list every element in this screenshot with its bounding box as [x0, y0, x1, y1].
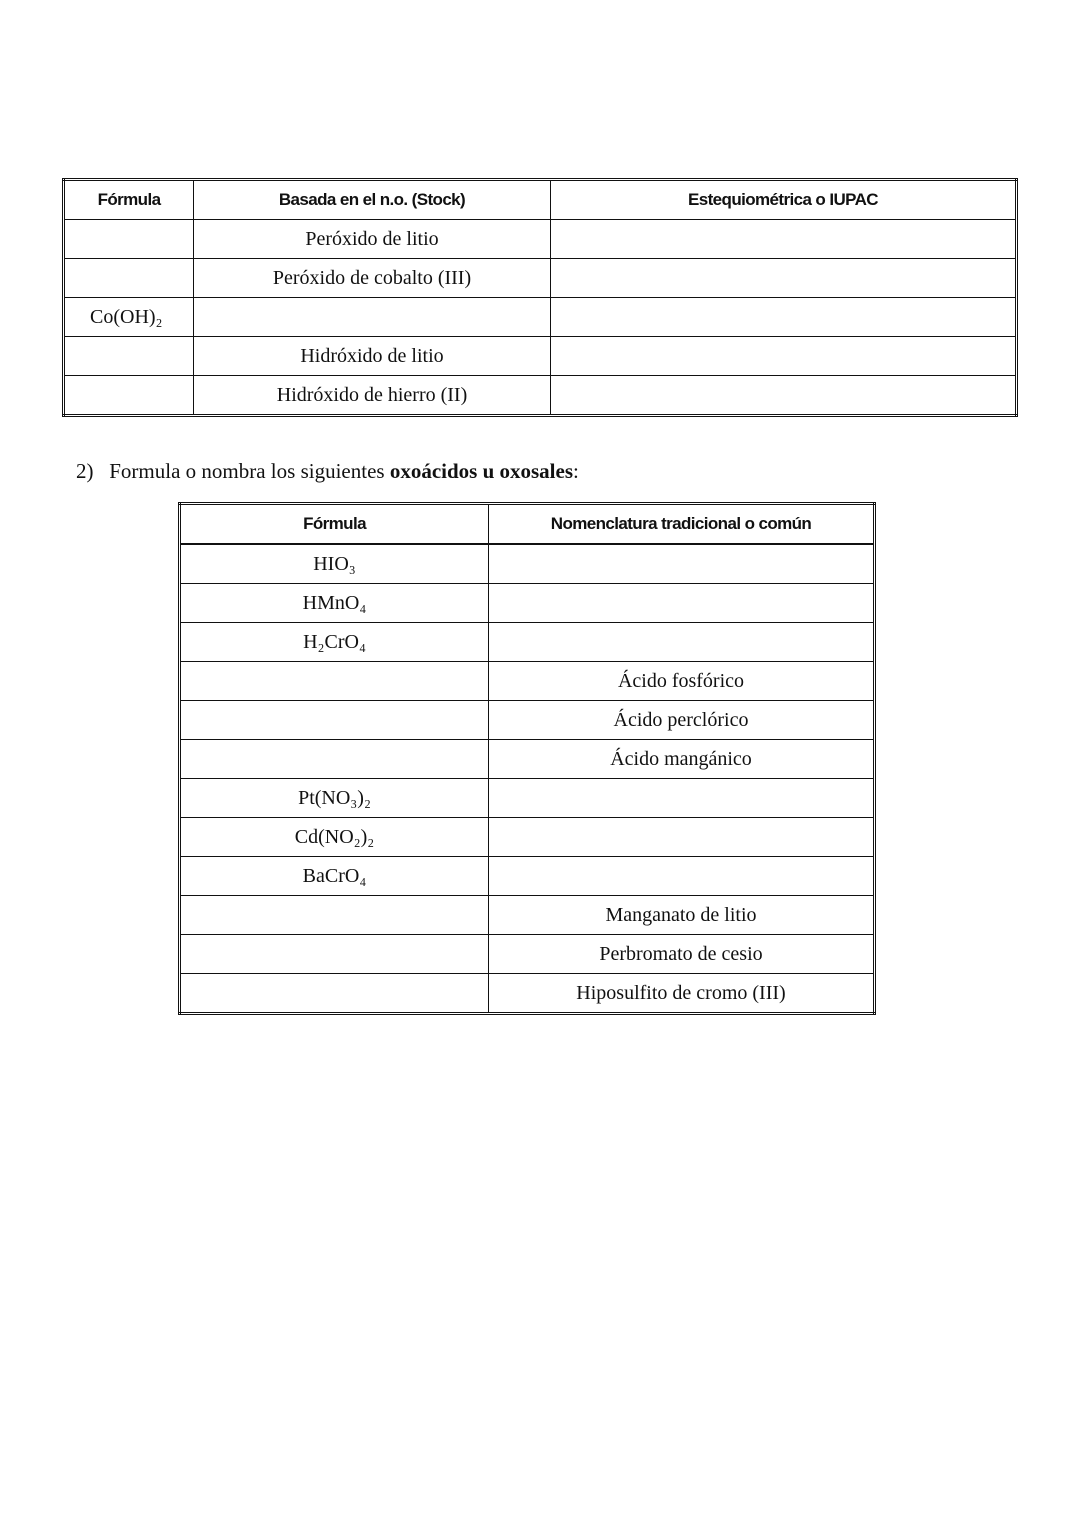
name-cell[interactable] — [489, 779, 875, 818]
table-row — [180, 935, 875, 974]
table-row — [64, 259, 1017, 298]
table-header-row — [64, 180, 1017, 220]
stock-cell[interactable]: Hidróxido de hierro (II) — [194, 376, 551, 416]
header-stock: Basada en el n.o. (Stock) — [194, 180, 551, 220]
formula-cell[interactable]: HMnO₄ — [180, 584, 489, 623]
table-row — [180, 896, 875, 935]
table-row — [180, 740, 875, 779]
formula-cell[interactable]: Pt(NO₃)₂ — [180, 779, 489, 818]
iupac-cell[interactable] — [551, 376, 1017, 416]
formula-cell[interactable]: Co(OH)₂ — [64, 298, 194, 337]
iupac-cell[interactable] — [551, 220, 1017, 259]
iupac-cell[interactable] — [551, 337, 1017, 376]
table-row — [64, 337, 1017, 376]
table-row — [180, 623, 875, 662]
formula-cell[interactable] — [180, 974, 489, 1014]
formula-cell[interactable]: Cd(NO₂)₂ — [180, 818, 489, 857]
table-row — [64, 376, 1017, 416]
header-traditional-name: Nomenclatura tradicional o común — [489, 504, 875, 545]
formula-cell[interactable]: H₂CrO₄ — [180, 623, 489, 662]
name-cell[interactable]: Ácido mangánico — [489, 740, 875, 779]
iupac-cell[interactable] — [551, 259, 1017, 298]
stock-cell[interactable] — [194, 298, 551, 337]
name-cell[interactable]: Perbromato de cesio — [489, 935, 875, 974]
section-text: Formula o nombra los siguientes — [109, 459, 385, 483]
formula-cell[interactable] — [180, 662, 489, 701]
table-row — [64, 298, 1017, 337]
table-row — [180, 584, 875, 623]
formula-cell[interactable] — [180, 935, 489, 974]
name-cell[interactable]: Hiposulfito de cromo (III) — [489, 974, 875, 1014]
name-cell[interactable] — [489, 544, 875, 584]
oxides-hydroxides-table — [62, 178, 1018, 417]
stock-cell[interactable]: Peróxido de litio — [194, 220, 551, 259]
table-row — [180, 662, 875, 701]
section-number: 2) — [76, 459, 94, 483]
stock-cell[interactable]: Hidróxido de litio — [194, 337, 551, 376]
table-row — [180, 974, 875, 1014]
table-header-row — [180, 504, 875, 545]
section-2-title — [76, 459, 579, 484]
name-cell[interactable] — [489, 584, 875, 623]
section-text-end: : — [573, 459, 579, 483]
name-cell[interactable] — [489, 818, 875, 857]
formula-cell[interactable] — [64, 220, 194, 259]
iupac-cell[interactable] — [551, 298, 1017, 337]
table-row — [180, 857, 875, 896]
header-formula: Fórmula — [64, 180, 194, 220]
formula-cell[interactable] — [64, 376, 194, 416]
table-row — [180, 544, 875, 584]
table-row — [180, 701, 875, 740]
formula-cell[interactable] — [64, 259, 194, 298]
name-cell[interactable]: Manganato de litio — [489, 896, 875, 935]
oxoacids-oxosalts-table — [178, 502, 876, 1015]
name-cell[interactable] — [489, 857, 875, 896]
table-row — [180, 818, 875, 857]
section-bold-text: oxoácidos u oxosales — [389, 459, 573, 483]
formula-cell[interactable] — [180, 701, 489, 740]
table-row — [180, 779, 875, 818]
header-formula: Fórmula — [180, 504, 489, 545]
table-row — [64, 220, 1017, 259]
header-iupac: Estequiométrica o IUPAC — [551, 180, 1017, 220]
name-cell[interactable]: Ácido fosfórico — [489, 662, 875, 701]
formula-cell[interactable] — [64, 337, 194, 376]
formula-cell[interactable]: BaCrO₄ — [180, 857, 489, 896]
name-cell[interactable] — [489, 623, 875, 662]
name-cell[interactable]: Ácido perclórico — [489, 701, 875, 740]
formula-cell[interactable]: HIO₃ — [180, 544, 489, 584]
formula-cell[interactable] — [180, 896, 489, 935]
stock-cell[interactable]: Peróxido de cobalto (III) — [194, 259, 551, 298]
formula-cell[interactable] — [180, 740, 489, 779]
